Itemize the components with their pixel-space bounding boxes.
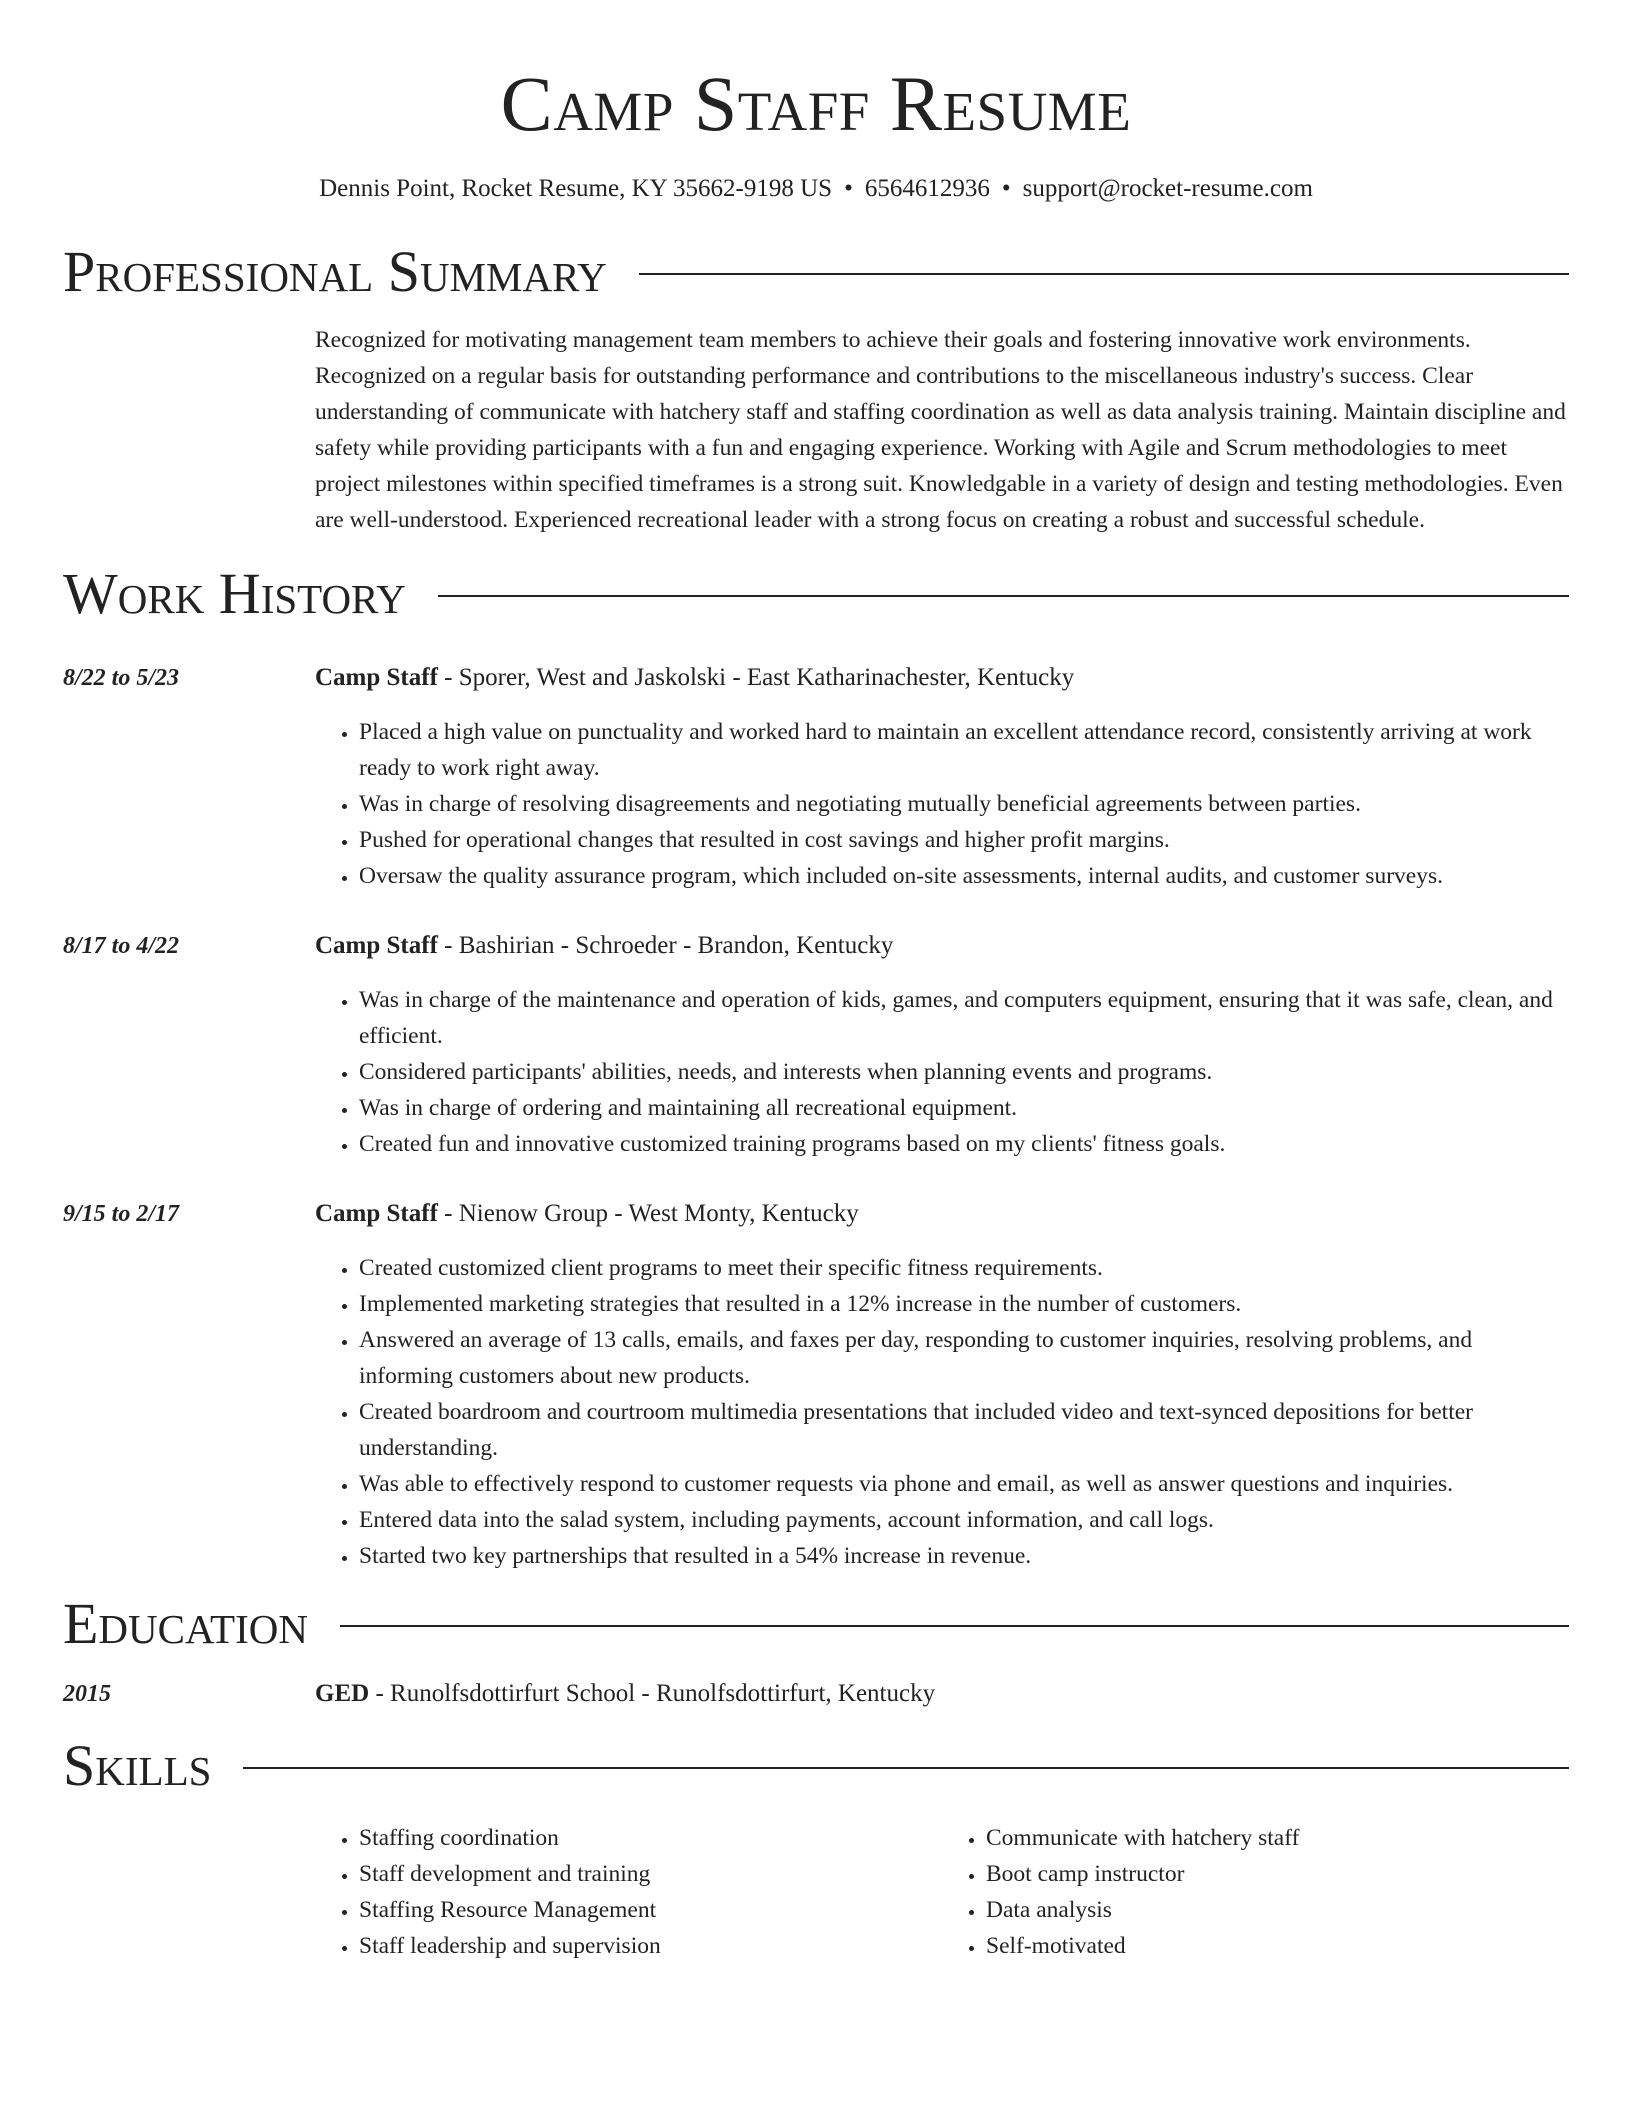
job-title-line — [315, 928, 1569, 964]
skill-item: • Staffing Resource Management — [359, 1892, 942, 1928]
work-heading: Work History — [63, 561, 406, 626]
skill-item: • Staffing coordination — [359, 1820, 942, 1856]
contact-line — [63, 174, 1569, 204]
job-entry — [63, 660, 1569, 894]
education-body — [315, 1676, 1569, 1712]
job-bullet: • Started two key partnerships that resulted in a 54% increase in revenue. — [359, 1538, 1569, 1574]
summary-heading: Professional Summary — [63, 239, 607, 304]
job-body — [315, 660, 1569, 894]
education-heading: Education — [63, 1591, 308, 1656]
skill-item: • Data analysis — [986, 1892, 1569, 1928]
section-divider — [639, 273, 1569, 275]
education-section-header — [63, 1591, 1569, 1656]
job-details: - Sporer, West and Jaskolski - East Katharinachester, Kentucky — [437, 664, 1075, 691]
contact-address: Dennis Point, Rocket Resume, KY 35662-9198 US — [319, 175, 833, 202]
section-divider — [340, 1625, 1569, 1627]
job-details: - Nienow Group - West Monty, Kentucky — [437, 1200, 859, 1227]
job-bullet: • Entered data into the salad system, including payments, account information, and call logs. — [359, 1502, 1569, 1538]
job-bullet: • Placed a high value on punctuality and worked hard to maintain an excellent attendance record, consistently arriving at work ready to work right away. — [359, 714, 1569, 786]
education-details: - Runolfsdottirfurt School - Runolfsdottirfurt, Kentucky — [369, 1680, 936, 1707]
skill-item: • Boot camp instructor — [986, 1856, 1569, 1892]
education-degree: GED — [315, 1680, 370, 1707]
skill-item: • Staff leadership and supervision — [359, 1928, 942, 1964]
job-bullet: • Created boardroom and courtroom multimedia presentations that included video and text-synced depositions for better understanding. — [359, 1394, 1569, 1466]
job-bullet: • Was able to effectively respond to customer requests via phone and email, as well as answer questions and inquiries. — [359, 1466, 1569, 1502]
job-dates: 8/17 to 4/22 — [63, 933, 180, 959]
summary-text: Recognized for motivating management team members to achieve their goals and fostering innovative work environments. Recognized on a regular basis for outstanding performance and contributions to the miscellaneous industry's success. Clear understanding of communicate with hatchery staff and staffing coordination as well as data analysis training. Maintain discipline and safety while providing participants with a fun and engaging experience. Working with Agile and Scrum methodologies to meet project milestones within specified timeframes is a strong suit. Knowledgable in a variety of design and testing methodologies. Even are well-understood. Experienced recreational leader with a strong focus on creating a robust and successful schedule. — [315, 327, 1566, 533]
job-bullet: • Was in charge of ordering and maintaining all recreational equipment. — [359, 1090, 1569, 1126]
job-bullet: • Created customized client programs to meet their specific fitness requirements. — [359, 1250, 1569, 1286]
skill-item: • Self-motivated — [986, 1928, 1569, 1964]
job-entry — [63, 1196, 1569, 1574]
education-year: 2015 — [63, 1681, 111, 1707]
summary-section-header — [63, 239, 1569, 304]
job-bullet: • Answered an average of 13 calls, emails, and faxes per day, responding to customer inquiries, resolving problems, and informing customers about new products. — [359, 1322, 1569, 1394]
job-bullets — [315, 982, 1569, 1162]
job-bullets — [315, 1250, 1569, 1574]
job-details: - Bashirian - Schroeder - Brandon, Kentucky — [437, 932, 894, 959]
education-entry — [63, 1676, 1569, 1712]
education-line — [315, 1676, 1569, 1712]
job-dates: 9/15 to 2/17 — [63, 1201, 180, 1227]
job-title-line — [315, 660, 1569, 696]
skills-section-header — [63, 1733, 1569, 1798]
skills-column-left — [315, 1820, 942, 1964]
section-divider — [438, 595, 1569, 597]
contact-phone: 6564612936 — [864, 175, 990, 202]
job-title: Camp Staff — [315, 664, 438, 691]
job-bullet: • Pushed for operational changes that resulted in cost savings and higher profit margins. — [359, 822, 1569, 858]
job-title-line — [315, 1196, 1569, 1232]
skills-heading: Skills — [63, 1733, 212, 1798]
job-bullet: • Was in charge of the maintenance and operation of kids, games, and computers equipment, ensuring that it was safe, clean, and efficient. — [359, 982, 1569, 1054]
contact-email: support@rocket-resume.com — [1022, 175, 1313, 202]
section-divider — [243, 1767, 1569, 1769]
job-bullets — [315, 714, 1569, 894]
skills-column-right — [942, 1820, 1569, 1964]
job-bullet: • Was in charge of resolving disagreements and negotiating mutually beneficial agreements between parties. — [359, 786, 1569, 822]
skill-item: • Staff development and training — [359, 1856, 942, 1892]
job-bullet: • Created fun and innovative customized training programs based on my clients' fitness goals. — [359, 1126, 1569, 1162]
job-bullet: • Oversaw the quality assurance program, which included on-site assessments, internal audits, and customer surveys. — [359, 858, 1569, 894]
job-bullet: • Considered participants' abilities, needs, and interests when planning events and programs. — [359, 1054, 1569, 1090]
work-section-header — [63, 561, 1569, 626]
job-body — [315, 1196, 1569, 1574]
job-body — [315, 928, 1569, 1162]
skill-item: • Communicate with hatchery staff — [986, 1820, 1569, 1856]
job-entry — [63, 928, 1569, 1162]
skills-list — [315, 1820, 1569, 1964]
contact-separator: • — [1001, 175, 1011, 202]
resume-title: Camp Staff Resume — [500, 60, 1132, 147]
job-dates: 8/22 to 5/23 — [63, 665, 180, 691]
contact-separator: • — [844, 175, 853, 202]
job-title: Camp Staff — [315, 932, 438, 959]
job-title: Camp Staff — [315, 1200, 438, 1227]
job-bullet: • Implemented marketing strategies that resulted in a 12% increase in the number of customers. — [359, 1286, 1569, 1322]
